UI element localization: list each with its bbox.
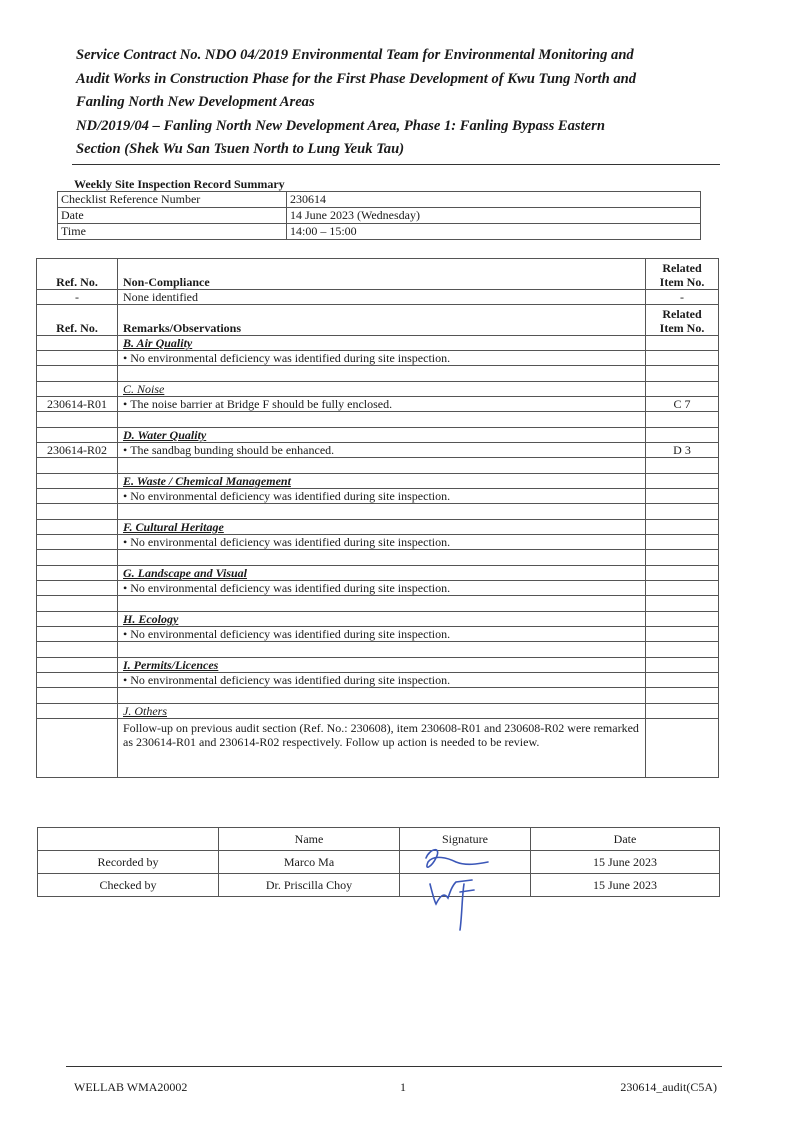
- remark-text: • The sandbag bunding should be enhanced.: [118, 443, 646, 458]
- remark-row: [37, 627, 719, 642]
- signoff-name: Marco Ma: [219, 851, 400, 874]
- date-header: Date: [531, 828, 720, 851]
- signoff-date: 15 June 2023: [531, 874, 720, 897]
- remark-row: [37, 535, 719, 550]
- footer-right: 230614_audit(C5A): [620, 1080, 717, 1094]
- section-title: E. Waste / Chemical Management: [118, 474, 646, 489]
- remark-row: [37, 443, 719, 458]
- document-header: [76, 44, 716, 162]
- related-item-header: Related Item No.: [646, 259, 719, 290]
- header-divider: [72, 164, 720, 165]
- summary-title: Weekly Site Inspection Record Summary: [74, 177, 285, 191]
- spacer-row: [37, 596, 719, 612]
- summary-row: [58, 192, 701, 208]
- nc-item: -: [646, 290, 719, 305]
- spacer-row: [37, 412, 719, 428]
- summary-value: 14 June 2023 (Wednesday): [287, 208, 701, 224]
- remark-row: [37, 351, 719, 366]
- section-title-row: [37, 658, 719, 673]
- spacer-row: [37, 550, 719, 566]
- signoff-name: Dr. Priscilla Choy: [219, 874, 400, 897]
- section-title-row: [37, 382, 719, 397]
- remark-ref: [37, 535, 118, 550]
- remarks-header-row: [37, 305, 719, 336]
- inspection-table: [36, 258, 719, 778]
- spacer-row: [37, 504, 719, 520]
- signoff-header-row: [38, 828, 720, 851]
- remark-ref: [37, 581, 118, 596]
- remark-ref: [37, 673, 118, 688]
- remark-row: [37, 673, 719, 688]
- section-title-row: [37, 428, 719, 443]
- remark-row: [37, 581, 719, 596]
- header-line: Fanling North New Development Areas: [76, 94, 315, 110]
- summary-label: Date: [58, 208, 287, 224]
- section-title-row: [37, 520, 719, 535]
- non-compliance-header: Non-Compliance: [118, 259, 646, 290]
- remark-text: • The noise barrier at Bridge F should be fully enclosed.: [118, 397, 646, 412]
- remark-ref: [37, 489, 118, 504]
- remark-text: • No environmental deficiency was identified during site inspection.: [118, 351, 646, 366]
- remark-item: [646, 581, 719, 596]
- footer-divider: [66, 1066, 722, 1067]
- related-item-header: Related Item No.: [646, 305, 719, 336]
- remark-ref: [37, 627, 118, 642]
- name-header: Name: [219, 828, 400, 851]
- remark-text: • No environmental deficiency was identified during site inspection.: [118, 489, 646, 504]
- spacer-row: [37, 458, 719, 474]
- spacer-row: [37, 366, 719, 382]
- signoff-table: [37, 827, 720, 897]
- remark-item: C 7: [646, 397, 719, 412]
- section-title-row: [37, 612, 719, 627]
- nc-header-row: [37, 259, 719, 290]
- signoff-role: Checked by: [38, 874, 219, 897]
- section-title: J. Others: [118, 704, 646, 719]
- spacer-row: [37, 642, 719, 658]
- section-title: F. Cultural Heritage: [118, 520, 646, 535]
- summary-label: Checklist Reference Number: [58, 192, 287, 208]
- section-title-row: [37, 474, 719, 489]
- remark-text: • No environmental deficiency was identified during site inspection.: [118, 535, 646, 550]
- section-title-row: [37, 336, 719, 351]
- remark-ref: 230614-R02: [37, 443, 118, 458]
- nc-text: None identified: [118, 290, 646, 305]
- remark-row: [37, 397, 719, 412]
- remark-row: [37, 489, 719, 504]
- signoff-date: 15 June 2023: [531, 851, 720, 874]
- others-text: Follow-up on previous audit section (Ref. No.: 230608), item 230608-R01 and 230608-R02 were remarked as 230614-R01 and 230614-R02 respectively. Follow up action is needed to be review.: [118, 719, 646, 778]
- section-title-row: [37, 704, 719, 719]
- section-title: B. Air Quality: [118, 336, 646, 351]
- nc-row: [37, 290, 719, 305]
- summary-value: 230614: [287, 192, 701, 208]
- remark-ref: 230614-R01: [37, 397, 118, 412]
- remarks-header: Remarks/Observations: [118, 305, 646, 336]
- remark-item: [646, 489, 719, 504]
- section-title: C. Noise: [118, 382, 646, 397]
- section-title: I. Permits/Licences: [118, 658, 646, 673]
- remark-item: [646, 535, 719, 550]
- header-line: Service Contract No. NDO 04/2019 Environmental Team for Environmental Monitoring and: [76, 47, 634, 63]
- remark-text: • No environmental deficiency was identified during site inspection.: [118, 581, 646, 596]
- remark-row: [37, 719, 719, 778]
- summary-row: [58, 224, 701, 240]
- summary-value: 14:00 – 15:00: [287, 224, 701, 240]
- remark-item: [646, 627, 719, 642]
- remark-item: [646, 351, 719, 366]
- signoff-row: [38, 874, 720, 897]
- ref-header: Ref. No.: [37, 305, 118, 336]
- header-line: Audit Works in Construction Phase for the First Phase Development of Kwu Tung North and: [76, 70, 637, 87]
- header-line: ND/2019/04 – Fanling North New Development Area, Phase 1: Fanling Bypass Eastern: [76, 117, 605, 134]
- summary-table: [57, 191, 701, 240]
- remark-text: • No environmental deficiency was identified during site inspection.: [118, 627, 646, 642]
- section-title: H. Ecology: [118, 612, 646, 627]
- summary-row: [58, 208, 701, 224]
- signature-header: Signature: [400, 828, 531, 851]
- ref-header: Ref. No.: [37, 259, 118, 290]
- handwritten-signatures: [412, 836, 512, 932]
- remark-text: • No environmental deficiency was identified during site inspection.: [118, 673, 646, 688]
- nc-ref: -: [37, 290, 118, 305]
- spacer-row: [37, 688, 719, 704]
- remark-ref: [37, 351, 118, 366]
- signature-marco-ma: [426, 850, 488, 868]
- page-number: 1: [400, 1080, 406, 1094]
- section-title: G. Landscape and Visual: [118, 566, 646, 581]
- remark-item: [646, 673, 719, 688]
- signature-priscilla-choy: [430, 880, 474, 930]
- section-title: D. Water Quality: [118, 428, 646, 443]
- signoff-row: [38, 851, 720, 874]
- header-line: Section (Shek Wu San Tsuen North to Lung Yeuk Tau): [76, 141, 405, 157]
- remark-item: D 3: [646, 443, 719, 458]
- footer-left: WELLAB WMA20002: [74, 1080, 188, 1094]
- signoff-role: Recorded by: [38, 851, 219, 874]
- summary-label: Time: [58, 224, 287, 240]
- section-title-row: [37, 566, 719, 581]
